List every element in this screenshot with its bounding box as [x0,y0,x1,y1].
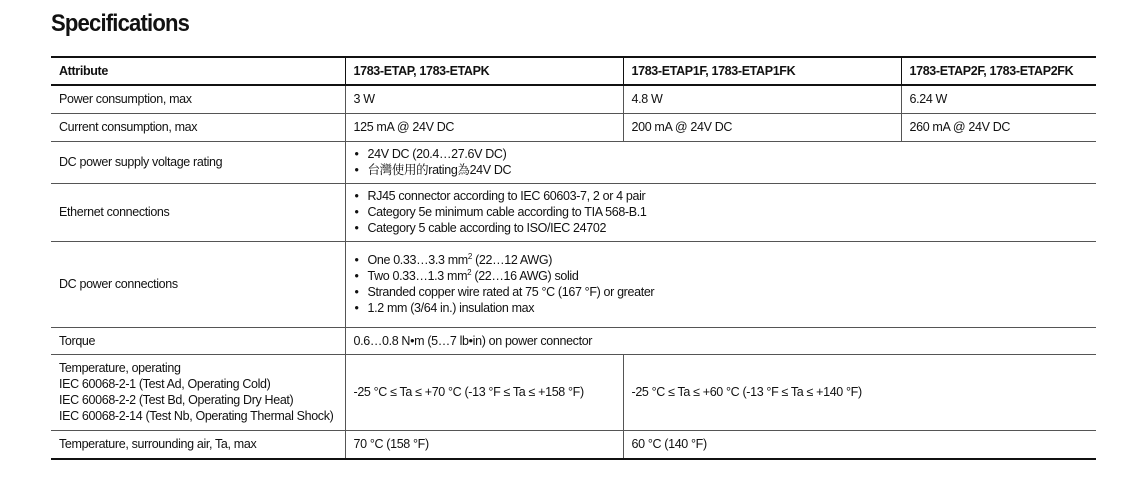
value-cell-all-models [345,241,1096,327]
attribute-cell: Torque [51,327,345,354]
attribute-line: IEC 60068-2-2 (Test Bd, Operating Dry Heat) [59,393,294,407]
attribute-cell: Ethernet connections [51,183,345,241]
attribute-cell [51,354,345,430]
attribute-cell: Temperature, surrounding air, Ta, max [51,430,345,459]
bullet-list [354,188,1097,236]
value-cell-all-models: 0.6…0.8 N•m (5…7 lb•in) on power connector [345,327,1096,354]
header-etap2f: 1783-ETAP2F, 1783-ETAP2FK [901,57,1096,85]
value-cell-etap2f: 260 mA @ 24V DC [901,113,1096,141]
header-etap: 1783-ETAP, 1783-ETAPK [345,57,623,85]
list-item: • 台灣使用的rating為24V DC [354,162,1097,178]
value-cell-etap: 3 W [345,85,623,113]
value-cell-etap1f: 4.8 W [623,85,901,113]
attribute-line: IEC 60068-2-14 (Test Nb, Operating Thermal Shock) [59,409,334,423]
superscript: 2 [467,252,472,261]
list-item [354,268,1097,284]
value-cell-all-models [345,141,1096,183]
list-item: • Stranded copper wire rated at 75 °C (167 °F) or greater [354,284,1097,300]
header-attribute: Attribute [51,57,345,85]
attribute-line: IEC 60068-2-1 (Test Ad, Operating Cold) [59,377,271,391]
superscript: 2 [467,268,472,277]
awg-text: (22…16 AWG) solid [471,269,579,283]
value-cell-fiber-models: -25 °C ≤ Ta ≤ +60 °C (-13 °F ≤ Ta ≤ +140 °F) [623,354,1096,430]
awg-text: (22…12 AWG) [471,253,553,267]
value-cell-etap: 125 mA @ 24V DC [345,113,623,141]
list-item: • Category 5 cable according to ISO/IEC 24702 [354,220,1097,236]
row-ethernet-connections [51,183,1096,241]
attribute-cell: DC power supply voltage rating [51,141,345,183]
value-cell-etap1f: 200 mA @ 24V DC [623,113,901,141]
value-cell-all-models [345,183,1096,241]
page-title: Specifications [51,10,190,37]
row-temperature-operating [51,354,1096,430]
specifications-table [51,56,1096,460]
value-cell-etap: 70 °C (158 °F) [345,430,623,459]
value-cell-etap2f: 6.24 W [901,85,1096,113]
bullet-list [354,252,1097,316]
row-torque [51,327,1096,354]
bullet-list [354,146,1097,178]
attribute-cell: Power consumption, max [51,85,345,113]
row-temperature-surrounding-air [51,430,1096,459]
row-dc-power-connections [51,241,1096,327]
attribute-cell: Current consumption, max [51,113,345,141]
table-header-row [51,57,1096,85]
row-current-consumption [51,113,1096,141]
header-etap1f: 1783-ETAP1F, 1783-ETAP1FK [623,57,901,85]
row-power-consumption [51,85,1096,113]
value-cell-etap: -25 °C ≤ Ta ≤ +70 °C (-13 °F ≤ Ta ≤ +158 °F) [345,354,623,430]
list-item: • Category 5e minimum cable according to TIA 568-B.1 [354,204,1097,220]
attribute-cell: DC power connections [51,241,345,327]
wire-size-text: Two 0.33…1.3 mm [367,269,468,283]
value-cell-fiber-models: 60 °C (140 °F) [623,430,1096,459]
list-item [354,252,1097,268]
list-item: • RJ45 connector according to IEC 60603-7, 2 or 4 pair [354,188,1097,204]
list-item: • 1.2 mm (3/64 in.) insulation max [354,300,1097,316]
attribute-line: Temperature, operating [59,361,181,375]
row-dc-supply-voltage [51,141,1096,183]
wire-size-text: One 0.33…3.3 mm [367,253,468,267]
list-item: • 24V DC (20.4…27.6V DC) [354,146,1097,162]
